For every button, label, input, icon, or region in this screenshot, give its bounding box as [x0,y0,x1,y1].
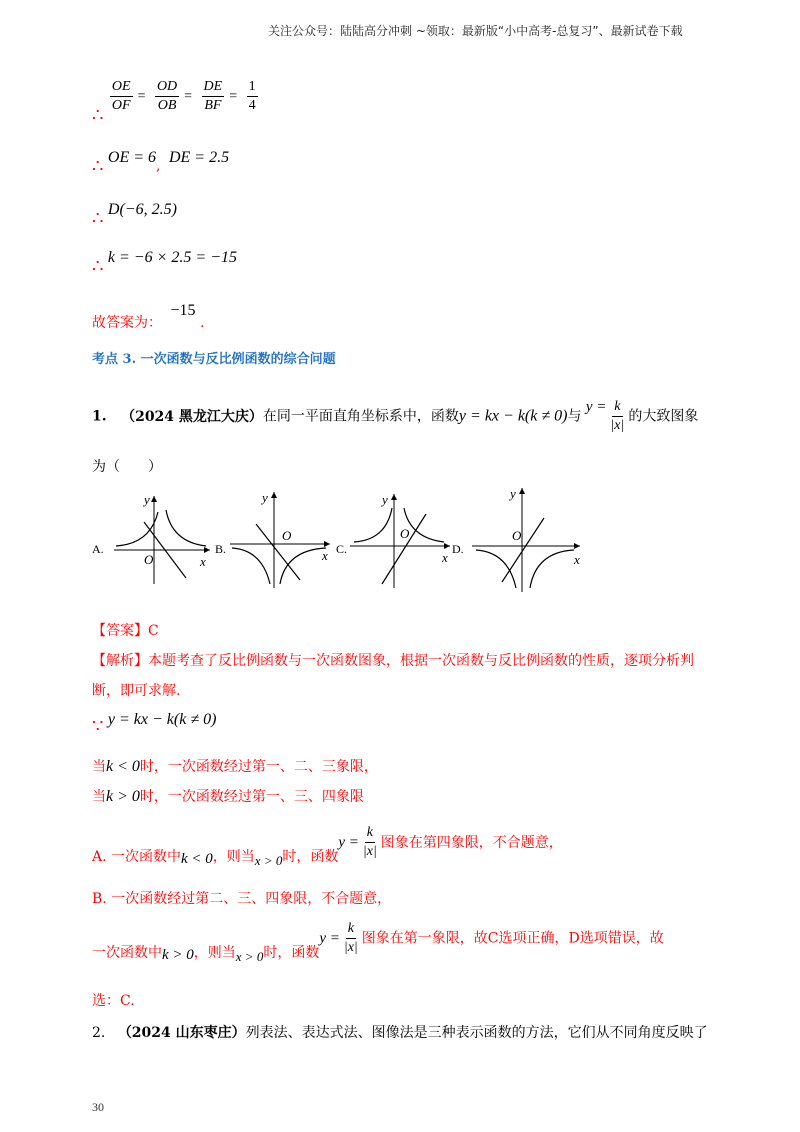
graph-option-c [350,492,450,588]
svg-text:O: O [400,526,410,541]
fraction: $\frac{OE}{OF}$ [111,79,131,113]
svg-text:y: y [382,492,388,507]
svg-text:y: y [262,490,268,505]
option-c-analysis: 一次函数中k > 0，则当x > 0时，函数y = $\frac{k}{|x|}$ 图象在第一象限，故C选项正确，D选项错误，故 [92,921,664,964]
option-b-analysis: B. 一次函数经过第二、三、四象限，不合题意， [92,891,392,907]
because-symbol: ∵ [92,716,104,737]
option-graphs [92,484,612,594]
case-k-positive: 当k > 0时，一次函数经过第一、三、四象限 [92,788,364,805]
graphs-svg [92,484,612,594]
answer-label: 【答案】C [92,623,159,639]
svg-text:y: y [510,486,516,501]
question-1-cont: 为（ ） [92,459,162,475]
option-b-label: B. [215,542,227,556]
option-a-label: A. [92,542,104,556]
because-line: ∵ y = kx − k(k ≠ 0) [92,711,217,737]
final-choice: 选：C. [92,993,135,1009]
point-d-line: ∴ D(−6, 2.5) [92,201,177,229]
k-value-line: ∴ k = −6 × 2.5 = −15 [92,249,237,277]
fraction: $\frac{1}{4}$ [248,79,256,113]
graph-option-a [114,492,210,584]
svg-text:O: O [282,528,292,543]
svg-text:O: O [512,528,522,543]
fraction: $\frac{DE}{BF}$ [203,79,223,113]
origin-label: O [144,552,154,567]
graph-option-d [472,486,580,592]
option-a-analysis: A. 一次函数中k < 0，则当x > 0时，函数y = $\frac{k}{|x|}$ 图象在第四象限，不合题意， [92,825,563,868]
answer-line: 故答案为： −15 . [92,302,205,331]
fraction-k-over-abs-x: $\frac{k}{|x|}$ [610,399,625,433]
section-title: 考点 3. 一次函数与反比例函数的综合问题 [92,352,336,367]
axis-x-label: x [200,554,206,569]
oe-de-line: ∴ OE = 6, DE = 2.5 [92,149,230,177]
ratio-equation: ∴ $\frac{OE}{OF}$ = $\frac{OD}{OB}$ = $\frac{DE}{BF}$ = $\frac{1}{4}$ [92,79,256,126]
analysis-line-2: 断，即可求解. [92,683,181,699]
axis-y-label: y [144,492,150,507]
analysis-line-1: 【解析】本题考查了反比例函数与一次函数图象，根据一次函数与反比例函数的性质，逐项分析判 [92,653,694,669]
question-2: 2. （2024 山东枣庄）列表法、表达式法、图像法是三种表示函数的方法，它们从不同角度反映了 [92,1025,708,1041]
question-1: 1. （2024 黑龙江大庆）在同一平面直角坐标系中，函数y = kx − k(k ≠ 0)与 y = $\frac{k}{|x|}$ 的大致图象 [92,398,699,433]
graph-option-b [230,490,330,588]
page-number: 30 [92,1100,104,1114]
therefore-symbol: ∴ [92,104,104,126]
option-d-label: D. [452,542,464,556]
svg-text:x: x [574,552,580,567]
svg-text:x: x [322,548,328,563]
case-k-negative: 当k < 0时，一次函数经过第一、二、三象限， [92,758,378,775]
option-c-label: C. [336,542,348,556]
svg-text:x: x [442,550,448,565]
fraction: $\frac{OD}{OB}$ [156,79,178,113]
page-header: 关注公众号：陆陆高分冲刺 ~领取：最新版“小中高考-总复习”、最新试卷下载 [268,24,683,38]
